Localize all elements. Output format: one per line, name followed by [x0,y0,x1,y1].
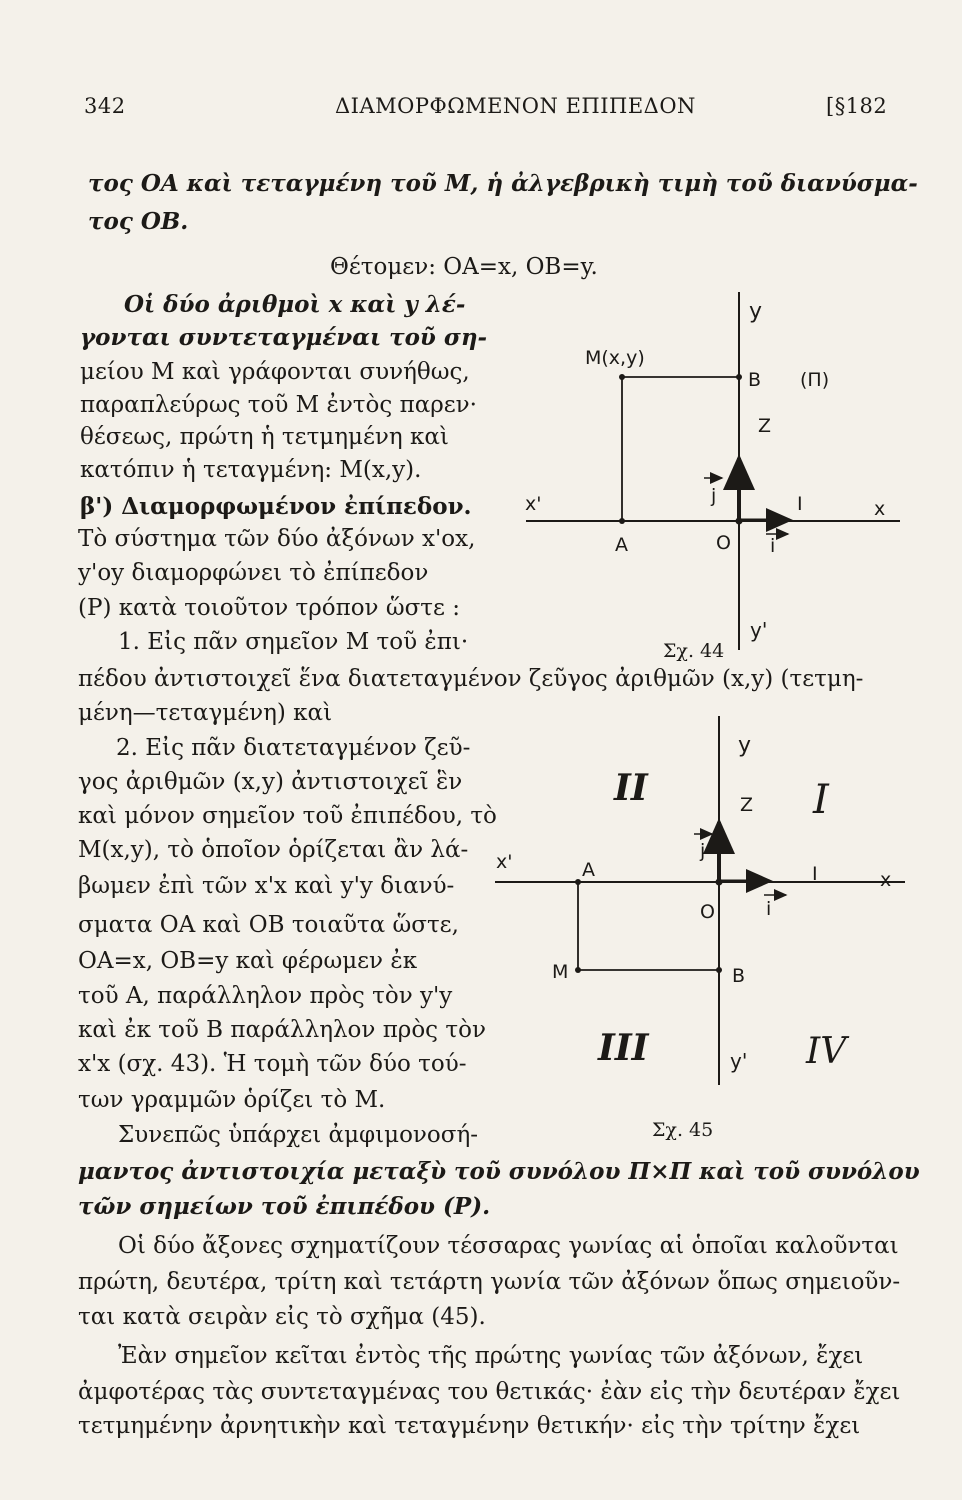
text-line-31: Οἱ δύο ἄξονες σχηματίζουν τέσσαρας γωνίας αἱ ὁποῖαι καλοῦνται [118,1233,899,1259]
text-line-24: τοῦ A, παράλληλον πρὸς τὸν y'y [78,983,453,1009]
text-line-18: γος ἀριθμῶν (x,y) ἀντιστοιχεῖ ἓν [78,769,463,795]
fig45-label-i-capital: I [812,863,818,885]
fig45-label-x-prime: x' [496,851,513,873]
text-line-27: των γραμμῶν ὁρίζει τὸ M. [78,1087,386,1113]
fig44-point-b [736,374,742,380]
fig45-label-i: i [766,898,772,920]
fig45-label-a: A [582,859,595,881]
fig44-label-y-prime: y' [750,618,768,642]
text-line-25: καὶ ἐκ τοῦ B παράλληλον πρὸς τὸν [78,1017,486,1043]
fig44-label-i-capital: I [797,493,803,515]
fig44-label-j: j [711,485,717,507]
text-line-14: 1. Εἰς πᾶν σημεῖον M τοῦ ἐπι· [118,629,469,655]
fig44-label-z: Z [758,415,772,437]
fig44-label-a: A [615,534,628,556]
page-number: 342 [84,94,126,118]
fig44-caption: Σχ. 44 [663,640,725,662]
text-line-1: τος OA καὶ τεταγμένη τοῦ M, ἡ ἀλγεβρικὴ τιμὴ τοῦ διανύσμα- [88,170,918,197]
fig44-label-x: x [874,498,886,520]
fig45-point-b [716,967,722,973]
text-line-4: Οἱ δύο ἀριθμοὶ x καὶ y λέ- [124,291,466,318]
text-line-17: 2. Εἰς πᾶν διατεταγμένον ζεῦ- [116,735,471,761]
text-line-30: τῶν σημείων τοῦ ἐπιπέδου (P). [78,1193,491,1220]
fig44-point-m [619,374,625,380]
fig45-quadrant-3: III [598,1027,649,1069]
fig44-label-i: i [770,535,776,557]
text-line-12: y'oy διαμορφώνει τὸ ἐπίπεδον [78,560,429,586]
text-line-23: OA=x, OB=y καὶ φέρωμεν ἐκ [78,948,418,974]
fig45-point-m [575,967,581,973]
fig44-label-o: O [716,532,731,554]
text-line-32: πρώτη, δευτέρα, τρίτη καὶ τετάρτη γωνία τῶν ἀξόνων ὅπως σημειοῦν- [78,1269,901,1295]
text-line-29: μαντος ἀντιστοιχία μεταξὺ τοῦ συνόλου Π×Π καὶ τοῦ συνόλου [78,1158,920,1185]
fig45-label-y: y [738,733,752,758]
text-line-9: κατόπιν ἡ τεταγμένη: M(x,y). [80,457,422,483]
text-line-21: βωμεν ἐπὶ τῶν x'x καὶ y'y διανύ- [78,873,455,899]
fig44-point-a [619,518,625,524]
text-line-13: (P) κατὰ τοιοῦτον τρόπον ὥστε : [78,595,460,621]
fig45-label-b: B [732,965,746,987]
text-line-36: τετμημένην ἀρνητικὴν καὶ τεταγμένην θετικήν· εἰς τὴν τρίτην ἔχει [78,1413,861,1439]
fig45-quadrant-4: IV [806,1031,847,1072]
text-line-35: ἀμφοτέρας τὰς συντεταγμένας του θετικάς· ἐὰν εἰς τὴν δευτέραν ἔχει [78,1379,901,1405]
text-line-16: μένη—τεταγμένη) καὶ [78,700,333,726]
text-line-11: Τὸ σύστημα τῶν δύο ἀξόνων x'ox, [78,526,476,552]
fig45-caption: Σχ. 45 [652,1119,714,1141]
text-line-7: παραπλεύρως τοῦ M ἐντὸς παρεν· [80,392,477,418]
fig44-label-x-prime: x' [525,493,542,515]
text-line-28: Συνεπῶς ὑπάρχει ἀμφιμονοσή- [118,1122,479,1148]
section-number: [§182 [826,94,888,118]
text-line-26: x'x (σχ. 43). Ἡ τομὴ τῶν δύο τού- [78,1051,467,1077]
text-line-5: γονται συντεταγμέναι τοῦ ση- [80,324,488,351]
fig44-label-y: y [749,299,763,324]
running-title: ΔΙΑΜΟΡΦΩΜΕΝΟΝ ΕΠΙΠΕΔΟΝ [335,94,696,118]
text-line-34: Ἐὰν σημεῖον κεῖται ἐντὸς τῆς πρώτης γωνίας τῶν ἀξόνων, ἔχει [118,1343,864,1369]
fig45-label-j: j [700,840,706,862]
text-line-10: β') Διαμορφωμένον ἐπίπεδον. [80,493,472,520]
fig45-point-a [575,879,581,885]
fig44-label-b: B [748,369,762,391]
text-line-3: Θέτομεν: OA=x, OB=y. [330,254,598,280]
fig44-label-p: (Π) [800,369,830,391]
fig45-label-m: M [552,961,569,983]
fig45-quadrant-2: II [614,767,648,809]
text-line-2: τος OB. [88,208,189,235]
text-line-33: ται κατὰ σειρὰν εἰς τὸ σχῆμα (45). [78,1304,486,1330]
figure-45 [495,716,905,1141]
text-line-20: M(x,y), τὸ ὁποῖον ὁρίζεται ἂν λά- [78,837,469,863]
text-line-22: σματα OA καὶ OB τοιαῦτα ὥστε, [78,912,459,938]
fig45-label-x: x [880,869,892,891]
text-line-19: καὶ μόνον σημεῖον τοῦ ἐπιπέδου, τὸ [78,803,497,829]
fig45-label-z: Z [740,794,754,816]
fig45-label-o: O [700,901,715,923]
text-line-15: πέδου ἀντιστοιχεῖ ἕνα διατεταγμένον ζεῦγος ἀριθμῶν (x,y) (τετμη- [78,666,864,692]
text-line-8: θέσεως, πρώτη ἡ τετμημένη καὶ [80,424,449,450]
fig44-label-m: M(x,y) [585,347,645,369]
fig45-quadrant-1: I [813,777,829,823]
fig45-label-y-prime: y' [730,1049,748,1073]
text-line-6: μείου M καὶ γράφονται συνήθως, [80,359,470,385]
